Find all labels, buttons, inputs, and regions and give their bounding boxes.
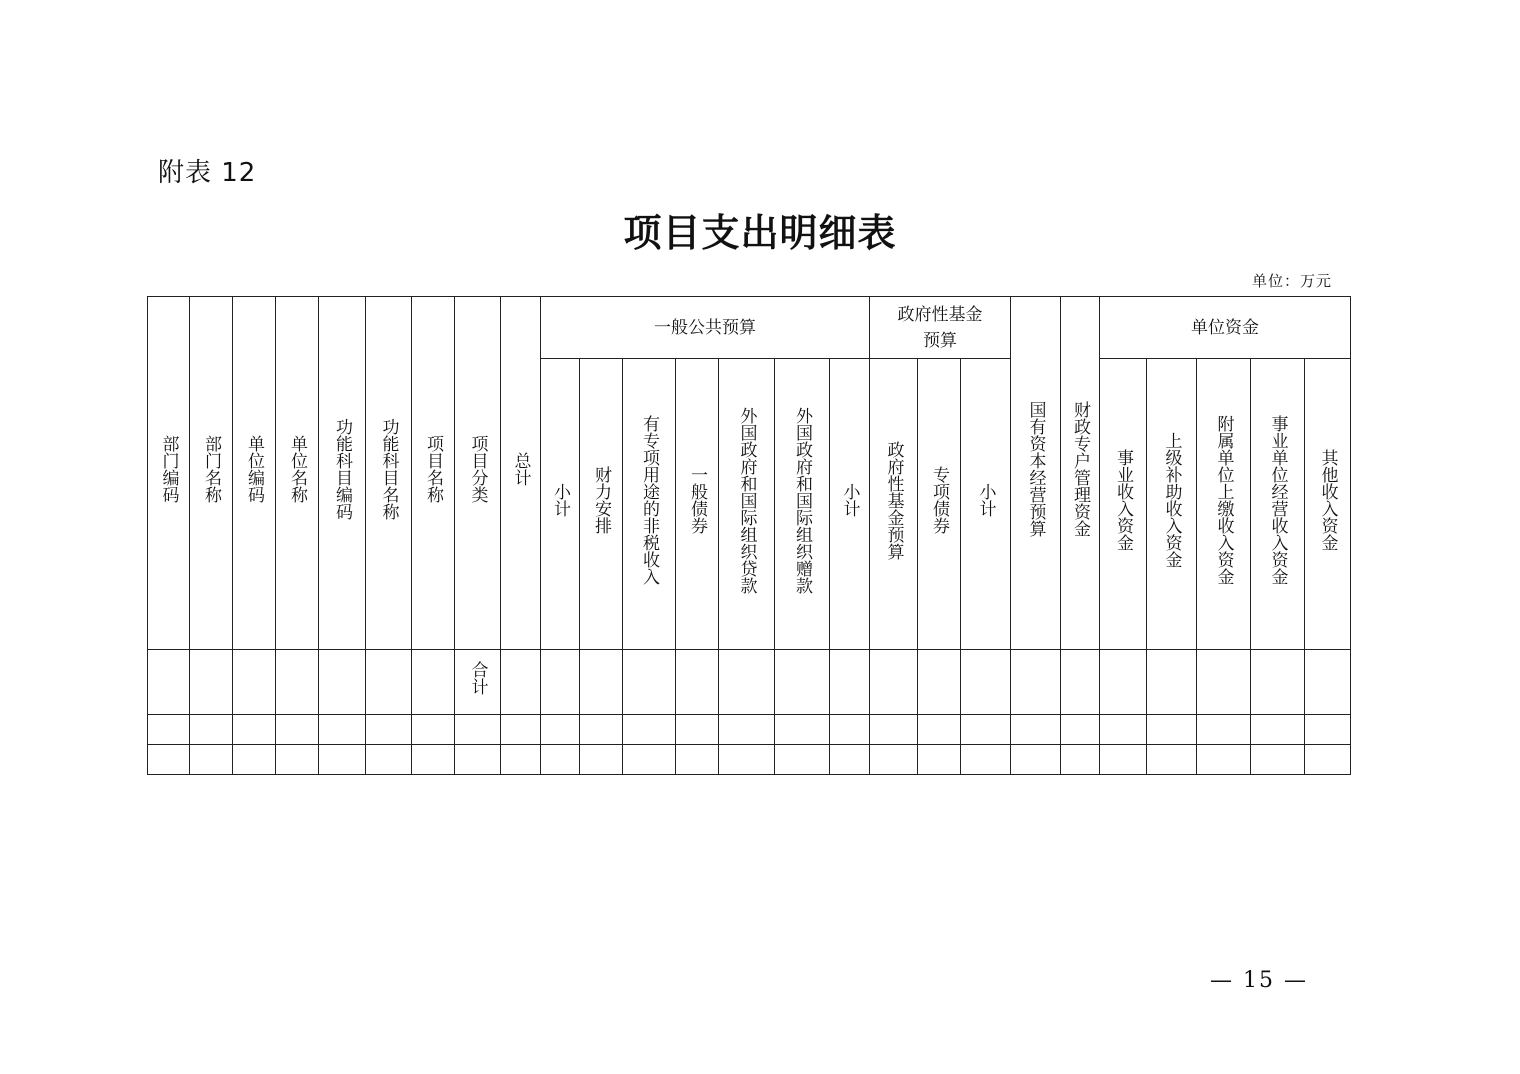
header-uf-other: 其他收入资金 — [1305, 359, 1351, 650]
attachment-label: 附表 12 — [158, 158, 257, 188]
table-row-total — [148, 650, 1351, 715]
header-gf-budget: 政府性基金预算 — [870, 359, 918, 650]
header-uf-subsidy: 上级补助收入资金 — [1147, 359, 1197, 650]
table-row — [148, 715, 1351, 745]
header-fiscal-account: 财政专户管理资金 — [1061, 297, 1100, 650]
header-gp-nontax: 有专项用途的非税收入 — [623, 359, 676, 650]
header-proj-class: 项目分类 — [455, 297, 501, 650]
page-title: 项目支出明细表 — [623, 210, 897, 255]
header-gf-bond: 专项债券 — [918, 359, 961, 650]
header-state-capital: 国有资本经营预算 — [1011, 297, 1061, 650]
header-row-groups — [148, 297, 1351, 359]
header-uf-business: 事业收入资金 — [1100, 359, 1147, 650]
group-general-budget: 一般公共预算 — [541, 297, 870, 359]
header-dept-name: 部门名称 — [190, 297, 233, 650]
unit-label: 单位：万元 — [1252, 272, 1333, 290]
group-unit-funds: 单位资金 — [1100, 297, 1351, 359]
header-unit-code: 单位编码 — [233, 297, 276, 650]
header-func-code: 功能科目编码 — [319, 297, 366, 650]
header-uf-subtotal: 小计 — [961, 359, 1011, 650]
header-gp-loan: 外国政府和国际组织贷款 — [719, 359, 775, 650]
header-gp-grant: 外国政府和国际组织赠款 — [775, 359, 830, 650]
header-uf-affiliated: 附属单位上缴收入资金 — [1197, 359, 1251, 650]
header-gp-bond: 一般债券 — [676, 359, 719, 650]
header-gf-subtotal: 小计 — [830, 359, 870, 650]
project-expenditure-table — [147, 296, 1351, 775]
header-total: 总计 — [501, 297, 541, 650]
table-row — [148, 745, 1351, 775]
header-gp-subtotal: 小计 — [541, 359, 580, 650]
header-unit-name: 单位名称 — [276, 297, 319, 650]
total-label: 合计 — [455, 650, 501, 715]
header-uf-operating: 事业单位经营收入资金 — [1251, 359, 1305, 650]
page-number: — 15 — — [1210, 968, 1308, 993]
group-gov-fund-budget: 政府性基金预算 — [870, 297, 1011, 359]
header-proj-name: 项目名称 — [412, 297, 455, 650]
header-func-name: 功能科目名称 — [366, 297, 412, 650]
header-dept-code: 部门编码 — [148, 297, 190, 650]
header-gp-fiscal: 财力安排 — [580, 359, 623, 650]
